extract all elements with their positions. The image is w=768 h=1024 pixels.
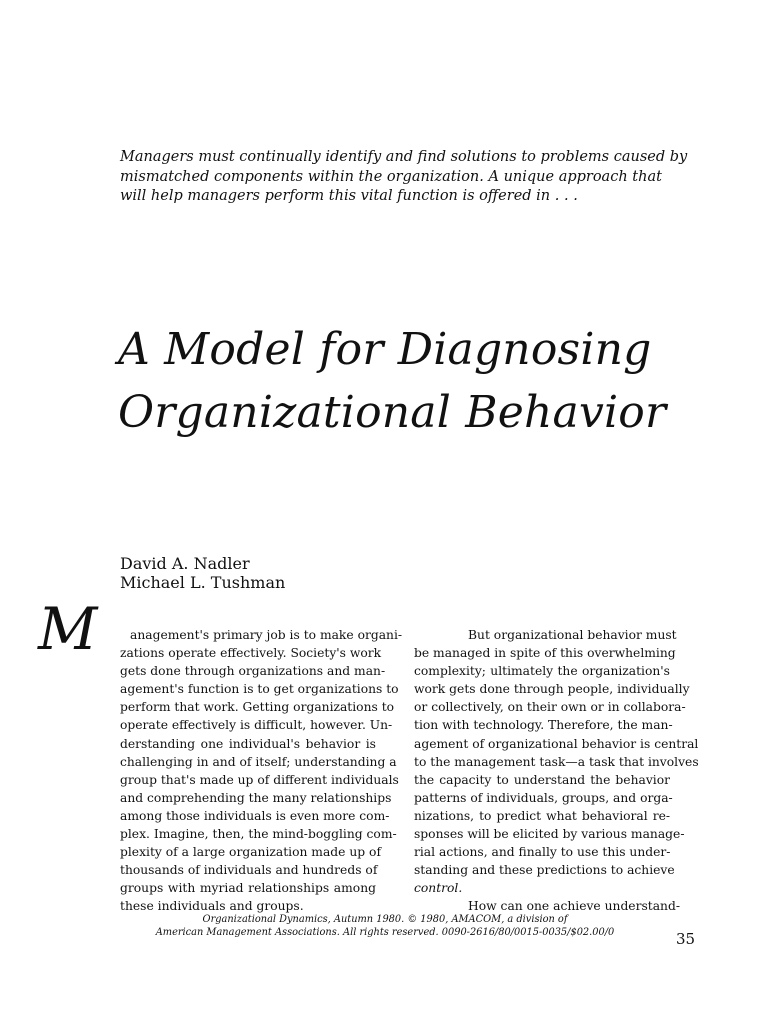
- body-line: agement of organizational behavior is central: [414, 736, 699, 751]
- body-line: gets done through organizations and man-: [120, 664, 386, 679]
- author-name: David A. Nadler: [120, 554, 250, 573]
- page-number: 35: [676, 930, 696, 948]
- body-line: derstanding one individual's behavior is: [120, 736, 376, 751]
- citation-line: Organizational Dynamics, Autumn 1980. © 1980, AMACOM, a division of: [202, 914, 568, 925]
- body-line: nizations, to predict what behavioral re-: [414, 808, 670, 823]
- citation-line: American Management Associations. All rights reserved. 0090-2616/80/0015-0035/$02.00/0: [155, 927, 615, 938]
- body-line: among those individuals is even more com-: [120, 808, 390, 823]
- body-line: be managed in spite of this overwhelming: [414, 646, 676, 661]
- body-line: agement's function is to get organizations to: [120, 682, 399, 697]
- title-line: A Model for Diagnosing: [118, 324, 652, 375]
- body-line: How can one achieve understand-: [468, 899, 680, 914]
- intro-blurb: [120, 148, 688, 207]
- citation-footer: [150, 913, 620, 939]
- body-line: tion with technology. Therefore, the man-: [414, 718, 673, 733]
- body-line: thousands of individuals and hundreds of: [120, 863, 378, 878]
- body-line: to the management task—a task that involves: [414, 754, 699, 769]
- body-line: group that's made up of different individuals: [120, 772, 399, 787]
- body-line: standing and these predictions to achieve: [414, 863, 675, 878]
- body-line: anagement's primary job is to make organi-: [130, 628, 403, 642]
- body-line: challenging in and of itself; understanding a: [120, 754, 397, 769]
- body-line: or collectively, on their own or in collabora-: [414, 700, 686, 715]
- body-line: work gets done through people, individually: [414, 682, 690, 697]
- body-line: complexity; ultimately the organization's: [414, 664, 670, 679]
- drop-cap: M: [38, 595, 92, 663]
- body-line: perform that work. Getting organizations to: [120, 700, 395, 715]
- intro-line: mismatched components within the organization. A unique approach that: [120, 168, 662, 185]
- body-line: and comprehending the many relationships: [120, 790, 392, 805]
- body-line: these individuals and groups.: [120, 899, 304, 914]
- body-line: the capacity to understand the behavior: [414, 772, 670, 787]
- intro-line: Managers must continually identify and find solutions to problems caused by: [120, 149, 688, 165]
- body-line: operate effectively is difficult, however. Un-: [120, 718, 393, 733]
- body-line: groups with myriad relationships among: [120, 881, 376, 896]
- author-list: [120, 554, 285, 592]
- body-line: sponses will be elicited by various manage-: [414, 827, 685, 842]
- article-title: [118, 318, 666, 444]
- body-line: control.: [414, 881, 463, 896]
- title-line: Organizational Behavior: [118, 387, 667, 438]
- body-line: plex. Imagine, then, the mind-boggling com-: [120, 827, 397, 842]
- body-column-right: [414, 626, 699, 916]
- body-line: zations operate effectively. Society's work: [120, 646, 382, 661]
- body-line: patterns of individuals, groups, and orga-: [414, 790, 673, 805]
- body-line: rial actions, and finally to use this under-: [414, 845, 671, 860]
- body-column-left: [120, 626, 403, 916]
- intro-line: will help managers perform this vital function is offered in . . .: [120, 188, 578, 204]
- body-line: plexity of a large organization made up of: [120, 845, 382, 860]
- author-name: Michael L. Tushman: [120, 573, 286, 592]
- body-line: But organizational behavior must: [468, 628, 677, 642]
